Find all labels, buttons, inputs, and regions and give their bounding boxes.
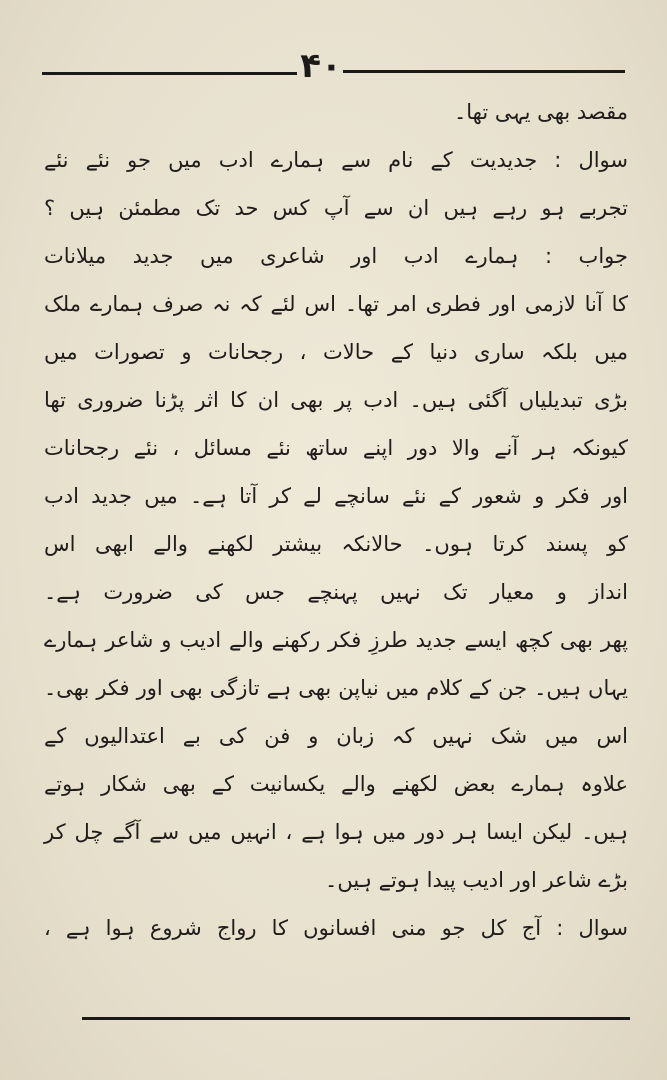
text-line: اس میں شک نہیں کہ زبان و فن کی بے اعتدالیوں کے [44, 724, 628, 748]
text-line: کو پسند کرتا ہوں۔ حالانکہ بیشتر لکھنے والے ابھی اس [44, 532, 628, 556]
header-rule-right [343, 70, 625, 73]
text-line: بڑی تبدیلیاں آگئی ہیں۔ ادب پر بھی ان کا اثر پڑنا ضروری تھا [44, 388, 628, 412]
text-line: ہیں۔ لیکن ایسا ہر دور میں ہوا ہے ، انہیں میں سے آگے چل کر [44, 820, 628, 844]
footer-rule [82, 1017, 630, 1020]
text-line: کا آنا لازمی اور فطری امر تھا۔ اس لئے کہ نہ صرف ہمارے ملک [44, 292, 628, 316]
page-number: ۴۰ [300, 46, 342, 86]
text-line: بڑے شاعر اور ادیب پیدا ہوتے ہیں۔ [325, 868, 628, 892]
text-line: مقصد بھی یہی تھا۔ [453, 100, 628, 124]
text-line: کیونکہ ہر آنے والا دور اپنے ساتھ نئے مسائل ، نئے رجحانات [44, 436, 628, 460]
text-line: جواب : ہمارے ادب اور شاعری میں جدید میلانات [44, 244, 628, 268]
header-rule-left [42, 72, 297, 75]
text-line: علاوہ ہمارے بعض لکھنے والے یکسانیت کے بھی شکار ہوتے [44, 772, 628, 796]
text-line: سوال : جدیدیت کے نام سے ہمارے ادب میں جو نئے نئے [44, 148, 628, 172]
text-line: یہاں ہیں۔ جن کے کلام میں نیاپن بھی ہے تازگی بھی اور فکر بھی۔ [44, 676, 628, 700]
text-line: انداز و معیار تک نہیں پہنچے جس کی ضرورت ہے۔ [44, 580, 628, 604]
text-line: سوال : آج کل جو منی افسانوں کا رواج شروع ہوا ہے ، [44, 916, 628, 940]
text-line: میں بلکہ ساری دنیا کے حالات ، رجحانات و تصورات میں [44, 340, 628, 364]
urdu-text-body [40, 88, 632, 952]
text-line: پھر بھی کچھ ایسے جدید طرزِ فکر رکھنے والے ادیب و شاعر ہمارے [44, 628, 628, 652]
text-line: تجربے ہو رہے ہیں ان سے آپ کس حد تک مطمئن ہیں ؟ [44, 196, 628, 220]
text-line: اور فکر و شعور کے نئے سانچے لے کر آتا ہے۔ میں جدید ادب [44, 484, 628, 508]
